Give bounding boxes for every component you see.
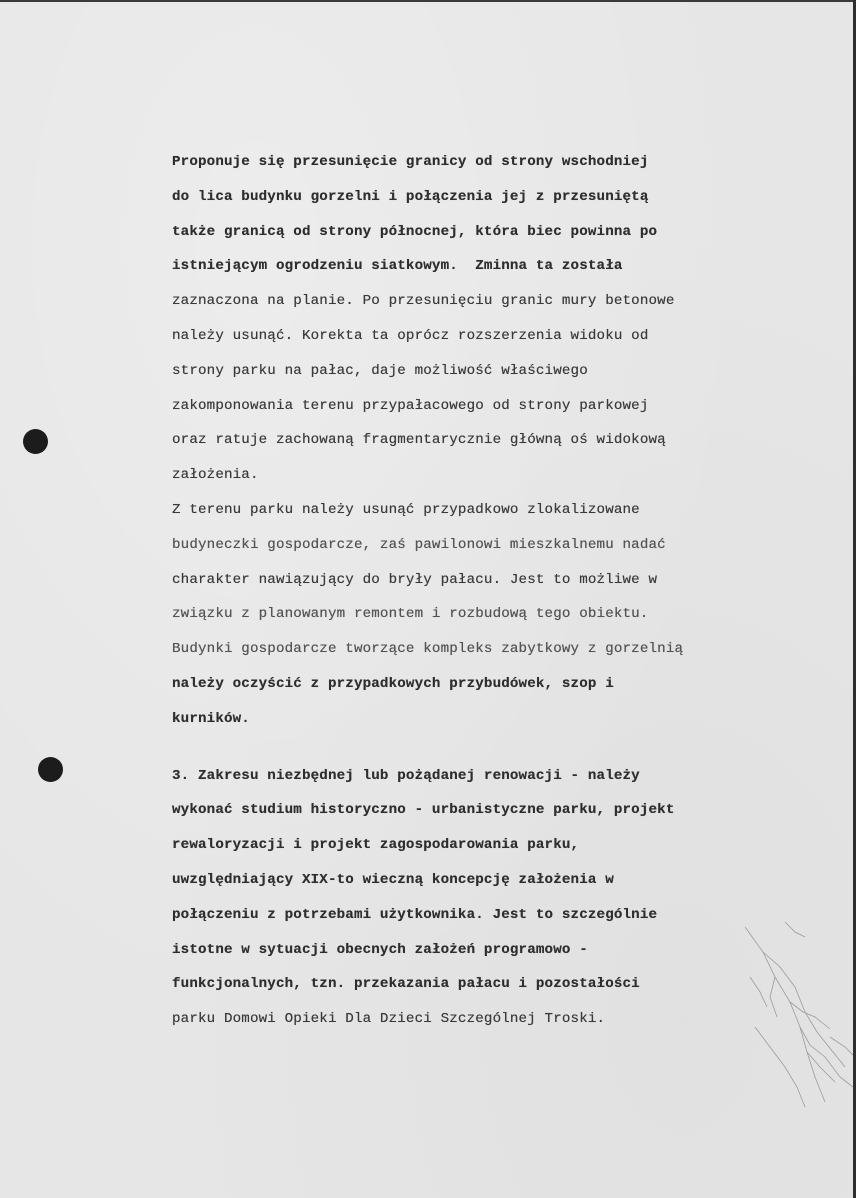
- text-line: wykonać studium historyczno - urbanistyczne parku, projekt: [172, 802, 675, 819]
- text-line: istotne w sytuacji obecnych założeń programowo -: [172, 941, 588, 958]
- paragraph-renovation-scope: [172, 763, 812, 1041]
- paragraph-spacer: [172, 741, 812, 763]
- text-line: Budynki gospodarcze tworzące kompleks zabytkowy z gorzelnią: [172, 641, 684, 658]
- typewritten-text: [172, 149, 812, 1041]
- text-line: funkcjonalnych, tzn. przekazania pałacu i pozostałości: [172, 976, 640, 993]
- text-line: założenia.: [172, 467, 259, 484]
- text-line: charakter nawiązujący do bryły pałacu. Jest to możliwe w: [172, 571, 658, 588]
- text-line: oraz ratuje zachowaną fragmentarycznie główną oś widokową: [172, 432, 666, 449]
- text-line: strony parku na pałac, daje możliwość właściwego: [172, 362, 588, 379]
- paragraph-boundary-proposal: [172, 149, 812, 497]
- document-page: [0, 2, 853, 1198]
- punch-hole-icon: [23, 429, 48, 454]
- text-line: do lica budynku gorzelni i połączenia jej z przesuniętą: [172, 188, 649, 205]
- text-line: istniejącym ogrodzeniu siatkowym. Zminna ta została: [172, 258, 623, 275]
- text-line: Z terenu parku należy usunąć przypadkowo zlokalizowane: [172, 501, 640, 518]
- text-line: 3. Zakresu niezbędnej lub pożądanej renowacji - należy: [172, 767, 640, 784]
- text-line: kurników.: [172, 710, 250, 727]
- paragraph-park-cleanup: [172, 497, 812, 741]
- text-line: połączeniu z potrzebami użytkownika. Jest to szczególnie: [172, 906, 658, 923]
- text-line: należy usunąć. Korekta ta oprócz rozszerzenia widoku od: [172, 327, 649, 344]
- text-line: Proponuje się przesunięcie granicy od strony wschodniej: [172, 154, 649, 170]
- punch-hole-icon: [38, 757, 63, 782]
- text-line: uwzględniający XIX-to wieczną koncepcję założenia w: [172, 871, 614, 888]
- text-line: rewaloryzacji i projekt zagospodarowania parku,: [172, 837, 580, 854]
- text-line: parku Domowi Opieki Dla Dzieci Szczególnej Troski.: [172, 1011, 606, 1028]
- text-line: zaznaczona na planie. Po przesunięciu granic mury betonowe: [172, 293, 675, 310]
- paper-crease-icon: [745, 917, 853, 1117]
- text-line: zakomponowania terenu przypałacowego od strony parkowej: [172, 397, 649, 414]
- text-line: także granicą od strony północnej, która biec powinna po: [172, 223, 658, 240]
- text-line: budyneczki gospodarcze, zaś pawilonowi mieszkalnemu nadać: [172, 536, 666, 553]
- text-line: należy oczyścić z przypadkowych przybudówek, szop i: [172, 675, 614, 692]
- text-line: związku z planowanym remontem i rozbudową tego obiektu.: [172, 606, 649, 623]
